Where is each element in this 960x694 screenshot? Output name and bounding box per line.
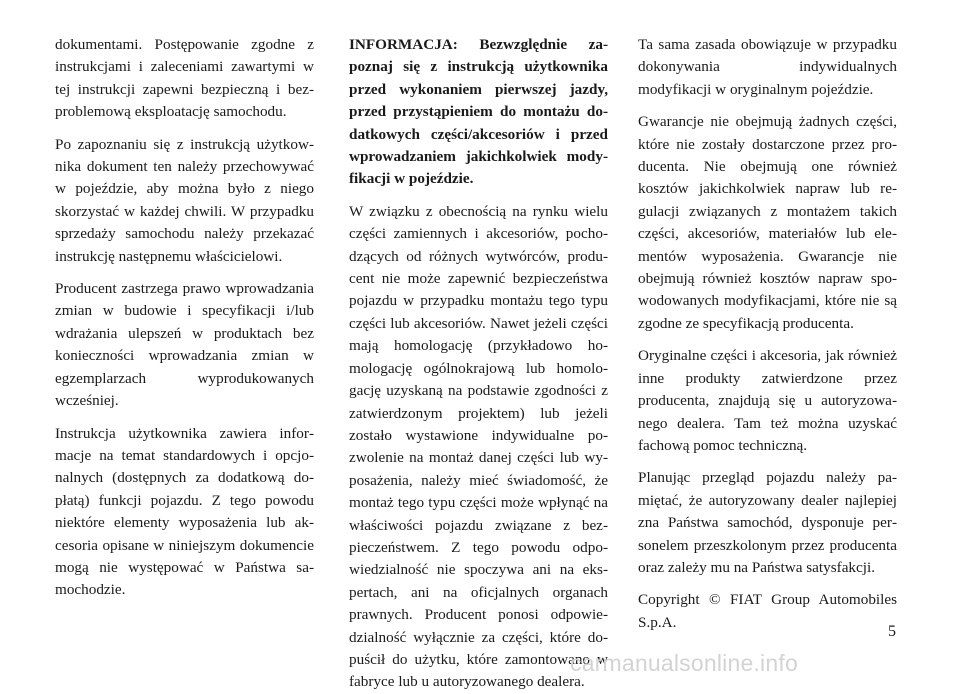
- copyright-notice: Copyright © FIAT Group Automobiles S.p.A.: [638, 591, 897, 631]
- paragraph-manufacturer-rights: Producent zastrzega prawo wprowadzania zmian w budowie i specyfikacji i/lub wdrażania ulepszeń w produktach bez konieczności wprowadzania zmian w egzemplarzach wyprodukowanych wcześniej.: [55, 280, 314, 410]
- right-column: [638, 34, 897, 634]
- paragraph-individual-modifications: Ta sama zasada obowiązuje w przypadku dokonywania indywidualnych modyfikacji w oryginalnym pojeździe.: [638, 36, 897, 98]
- paragraph-spare-parts-safety: W związku z obecnością na rynku wielu części zamiennych i akcesoriów, pochodzących od różnych wytwórców, producent nie może zapewnić bezpieczeństwa pojazdu w przypadku montażu tego typu części lub akcesoriów. Nawet jeżeli części mają homologację (przykładowo homologację ogólnokrajową lub homologację uzyskaną na podstawie zgodności z zatwierdzonym projektem) lub jeżeli zostało wystawione indywidualne pozwolenie na montaż danej części lub wyposażenia, należy mieć świadomość, że montaż tego typu części może wpłynąć na właściwości pojazdu związane z bezpieczeństwem. Z tego powodu odpowiedzialność nie spoczywa ani na ekspertach, ani na oficjalnych organach prawnych. Producent ponosi odpowiedzialność wyłącznie za części, które dopuścił do użytku, które zamontowano w fabryce lub u autoryzowanego dealera.: [349, 202, 608, 691]
- left-column: [55, 34, 314, 602]
- info-note: INFORMACJA: Bezwzględnie zapoznaj się z instrukcją użytkownika przed wykonaniem pierwszej jazdy, przed przystąpieniem do montażu dodatkowych części/akcesoriów i przed wprowadzaniem jakichkolwiek modyfikacji w pojeździe.: [349, 36, 608, 188]
- watermark-text: carmanualsonline.info: [570, 650, 798, 676]
- paragraph-keep-manual: Po zapoznaniu się z instrukcją użytkownika dokument ten należy przechowywać w pojeździe, aby można było z niego skorzystać w każdej chwili. W przypadku sprzedaży samochodu należy przekazać instrukcję następnemu właścicielowi.: [55, 135, 314, 265]
- paragraph-warranty-exclusions: Gwarancje nie obejmują żadnych części, które nie zostały dostarczone przez producenta. Nie obejmują one również kosztów jakichkolwiek napraw lub regulacji związanych z montażem takich części, akcesoriów, materiałów lub elementów wyposażenia. Gwarancje nie obejmują również kosztów napraw spowodowanych modyfikacjami, które nie są zgodne ze specyfikacją producenta.: [638, 113, 897, 332]
- page-number: 5: [888, 623, 896, 640]
- middle-column: [349, 34, 608, 694]
- paragraph-service-planning: Planując przegląd pojazdu należy pamiętać, że autoryzowany dealer najlepiej zna Państwa samochód, dysponuje personelem przeszkolonym przez producenta oraz zależy mu na Państwa satysfakcji.: [638, 469, 897, 576]
- paragraph-standard-optional-features: Instrukcja użytkownika zawiera informacje na temat standardowych i opcjonalnych (dostępnych za dodatkową dopłatą) funkcji pojazdu. Z tego powodu niektóre elementy wyposażenia lub akcesoria opisane w niniejszym dokumencie mogą nie występować w Państwa samochodzie.: [55, 424, 314, 599]
- paragraph-documents-continued: dokumentami. Postępowanie zgodne z instrukcjami i zaleceniami zawartymi w tej instrukcji zapewni bezpieczną i bezproblemową eksploatację samochodu.: [55, 36, 314, 121]
- paragraph-original-parts: Oryginalne części i akcesoria, jak również inne produkty zatwierdzone przez producenta, znajdują się u autoryzowanego dealera. Tam też można uzyskać fachową pomoc techniczną.: [638, 347, 897, 454]
